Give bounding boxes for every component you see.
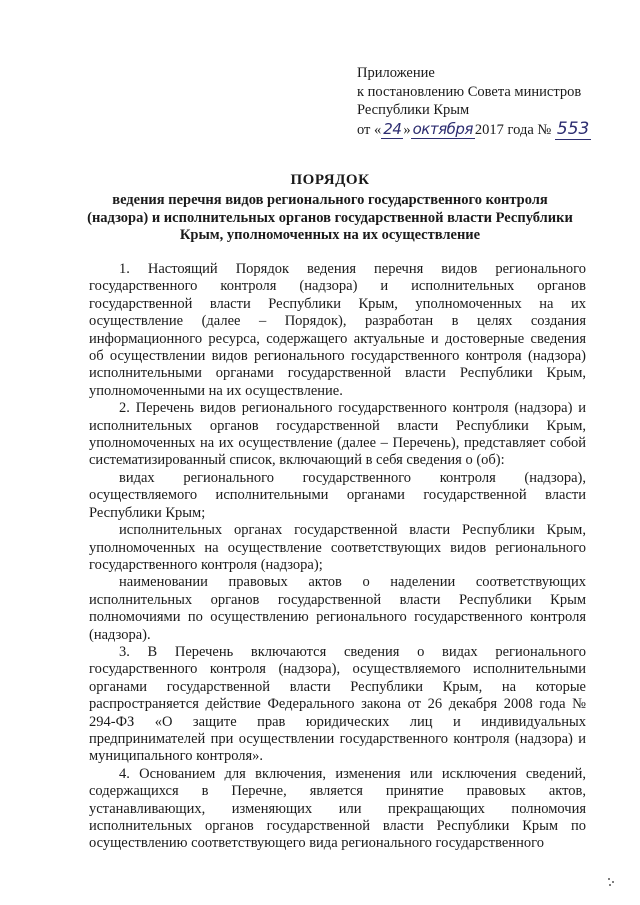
date-mid: »	[403, 121, 411, 138]
date-month-handwritten: октября	[412, 119, 473, 138]
date-day-handwritten: 24	[383, 119, 402, 138]
doc-number-handwritten: 553	[556, 118, 590, 139]
date-year: 2017 года №	[474, 121, 552, 138]
scan-speck-mark	[606, 876, 618, 888]
list-item-kinds: видах регионального государственного контроля (надзора), осуществляемого исполнительными органами государственной власти Республики Крым;	[89, 469, 586, 521]
appendix-resolution: к постановлению Совета министров	[357, 83, 582, 100]
document-title: ПОРЯДОК	[290, 172, 370, 188]
list-item-bodies: исполнительных органах государственной власти Республики Крым, уполномоченных на осуществление соответствующих видов регионального государственного контроля (надзора);	[89, 522, 586, 573]
document-subtitle: ведения перечня видов регионального государственного контроля (надзора) и исполнительных органов государственной власти Республики Крым, уполномоченных на их осуществление	[87, 192, 573, 243]
paragraph-1: 1. Настоящий Порядок ведения перечня видов регионального государственного контроля (надзора) и исполнительных органов государственной власти Республики Крым, уполномоченных на их осуществление (далее – Порядок), разработан в целях создания информационного ресурса, содержащего актуальные и достоверные сведения об осуществлении видов регионального государственного контроля (надзора) исполнительными органами государственной власти Республики Крым, уполномоченными на их осуществление.	[89, 261, 586, 399]
appendix-label: Приложение	[357, 65, 435, 81]
appendix-date-line	[357, 120, 627, 140]
document-body	[89, 261, 586, 853]
appendix-header	[357, 64, 627, 139]
appendix-region: Республики Крым	[357, 102, 470, 118]
list-item-acts: наименовании правовых актов о наделении соответствующих исполнительных органов государственной власти Республики Крым полномочиями по осуществлению регионального государственного контроля (надзора).	[89, 574, 586, 643]
paragraph-3: 3. В Перечень включаются сведения о видах регионального государственного контроля (надзора), осуществляемого исполнительными органами государственной власти Республики Крым, на которые распространяется действие Федерального закона от 26 декабря 2008 года № 294-ФЗ «О защите прав юридических лиц и индивидуальных предпринимателей при осуществлении государственного контроля (надзора) и муниципального контроля».	[89, 643, 586, 765]
paragraph-4: 4. Основанием для включения, изменения или исключения сведений, содержащихся в Перечне, является принятие правовых актов, устанавливающих, изменяющих или прекращающих полномочия исполнительных органов государственной власти Республики Крым по осуществлению соответствующего вида регионального государственного	[89, 765, 586, 852]
title-block	[80, 170, 580, 245]
paragraph-2: 2. Перечень видов регионального государственного контроля (надзора) и исполнительных органов государственной власти Республики Крым, уполномоченных на их осуществление (далее – Перечень), представляет собой систематизированный список, включающий в себя сведения о (об):	[89, 400, 586, 469]
date-prefix: от «	[357, 121, 382, 138]
